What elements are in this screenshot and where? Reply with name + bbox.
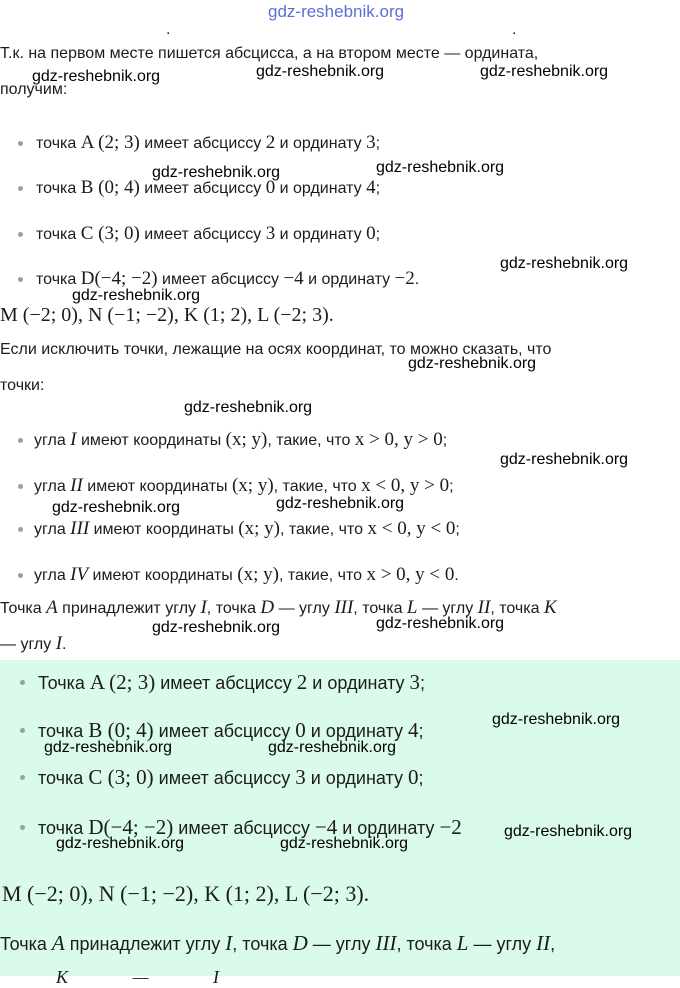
stray-dot: . (512, 21, 517, 38)
list-item: точка B (0; 4) имеет абсциссу 0 и ординату 4; (38, 718, 424, 742)
watermark: gdz-reshebnik.org (268, 739, 397, 756)
list-item: угла III имеют координаты (x; y), такие, что x < 0, y < 0; (34, 518, 460, 539)
points-line: M (−2; 0), N (−1; −2), K (1; 2), L (−2; 3). (2, 881, 370, 906)
bullet (18, 438, 23, 443)
bullet (20, 680, 25, 685)
watermark: gdz-reshebnik.org (276, 495, 405, 512)
bullet (20, 775, 25, 780)
list-item: точка B (0; 4) имеет абсциссу 0 и ординату 4; (36, 177, 381, 198)
bullet (18, 141, 23, 146)
bullet (18, 484, 23, 489)
watermark: gdz-reshebnik.org (152, 619, 281, 636)
list-item: угла I имеют координаты (x; y), такие, что x > 0, y > 0; (34, 429, 448, 450)
intro-line: получим: (0, 81, 68, 98)
watermark: gdz-reshebnik.org (500, 255, 629, 272)
watermark: gdz-reshebnik.org (480, 63, 609, 80)
list-item: Точка A (2; 3) имеет абсциссу 2 и ординату 3; (38, 670, 426, 694)
watermark: gdz-reshebnik.org (376, 159, 505, 176)
watermark-top: gdz-reshebnik.org (268, 2, 405, 21)
watermark: gdz-reshebnik.org (152, 164, 281, 181)
bullet (18, 277, 23, 282)
watermark: gdz-reshebnik.org (408, 355, 537, 372)
stray-dot: . (166, 21, 171, 38)
paragraph-line: точки: (0, 377, 45, 394)
bullet (18, 527, 23, 532)
bullet (18, 186, 23, 191)
list-item: точка D(−4; −2) имеет абсциссу −4 и ординату −2. (36, 268, 420, 289)
bullet (20, 825, 25, 830)
watermark: gdz-reshebnik.org (504, 823, 633, 840)
angles-line: — углу I. (0, 633, 67, 654)
watermark: gdz-reshebnik.org (280, 835, 409, 852)
list-item: точка C (3; 0) имеет абсциссу 3 и ординату 0; (36, 223, 381, 244)
watermark: gdz-reshebnik.org (72, 287, 201, 304)
points-line: M (−2; 0), N (−1; −2), K (1; 2), L (−2; 3). (0, 304, 334, 326)
watermark: gdz-reshebnik.org (32, 68, 161, 85)
watermark: gdz-reshebnik.org (256, 63, 385, 80)
list-item: точка D(−4; −2) имеет абсциссу −4 и ординату −2 (38, 815, 462, 839)
list-item: точка A (2; 3) имеет абсциссу 2 и ординату 3; (36, 132, 381, 153)
bullet (18, 232, 23, 237)
cut-off-line: K — I (56, 967, 220, 987)
list-item: точка C (3; 0) имеет абсциссу 3 и ординату 0; (38, 765, 424, 789)
angles-line: Точка A принадлежит углу I, точка D — углу III, точка L — углу II, (0, 931, 556, 955)
bullet (20, 728, 25, 733)
watermark: gdz-reshebnik.org (492, 711, 621, 728)
list-item: угла II имеют координаты (x; y), такие, что x < 0, y > 0; (34, 475, 454, 496)
watermark: gdz-reshebnik.org (52, 499, 181, 516)
watermark: gdz-reshebnik.org (184, 399, 313, 416)
angles-line: Точка A принадлежит углу I, точка D — углу III, точка L — углу II, точка K (0, 597, 557, 618)
watermark: gdz-reshebnik.org (376, 615, 505, 632)
watermark: gdz-reshebnik.org (44, 739, 173, 756)
bullet (18, 573, 23, 578)
watermark: gdz-reshebnik.org (500, 451, 629, 468)
paragraph-line: Если исключить точки, лежащие на осях координат, то можно сказать, что (0, 341, 552, 358)
watermark: gdz-reshebnik.org (56, 835, 185, 852)
intro-line: Т.к. на первом месте пишется абсцисса, а на втором месте — ордината, (0, 45, 539, 62)
list-item: угла IV имеют координаты (x; y), такие, что x > 0, y < 0. (34, 564, 459, 585)
